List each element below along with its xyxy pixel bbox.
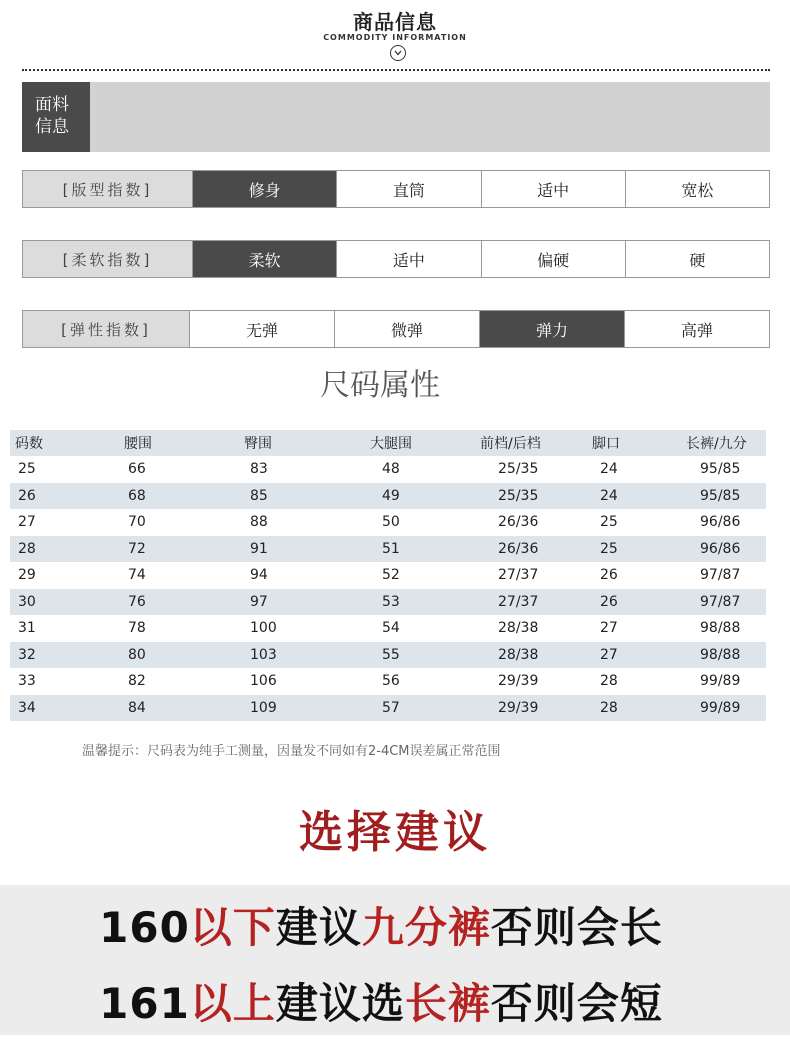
elasticity-option-2[interactable]: 微弹 [334,311,479,347]
cell-rise: 28/38 [498,620,539,637]
cell-leg-opening: 28 [600,673,618,690]
fit-option-1[interactable]: 修身 [192,171,336,207]
table-row [10,456,766,483]
cell-rise: 28/38 [498,646,539,663]
fit-option-3[interactable]: 适中 [481,171,625,207]
cell-length: 97/87 [700,567,741,584]
cell-rise: 25/35 [498,461,539,478]
cell-hip: 94 [250,567,268,584]
header-size: 码数 [15,436,43,452]
cell-size: 32 [18,646,36,663]
cell-size: 29 [18,567,36,584]
table-row [10,483,766,510]
cell-hip: 106 [250,673,277,690]
cell-length: 96/86 [700,514,741,531]
cell-length: 95/85 [700,461,741,478]
cell-leg-opening: 26 [600,567,618,584]
fit-option-4[interactable]: 宽松 [625,171,769,207]
cell-length: 96/86 [700,540,741,557]
cell-hip: 85 [250,487,268,504]
table-row [10,589,766,616]
softness-option-2[interactable]: 适中 [336,241,480,277]
cell-rise: 27/37 [498,593,539,610]
cell-waist: 68 [128,487,146,504]
elasticity-option-1[interactable]: 无弹 [189,311,334,347]
advice-2-range: 以上 [189,979,276,1028]
cell-leg-opening: 24 [600,487,618,504]
fit-index-label: [版型指数] [23,171,192,207]
fabric-info-label [22,82,90,152]
cell-leg-opening: 25 [600,514,618,531]
advice-line-2 [0,971,762,1031]
table-row [10,615,766,642]
cell-size: 26 [18,487,36,504]
softness-index-label: [柔软指数] [23,241,192,277]
cell-size: 27 [18,514,36,531]
suggestion-title: 选择建议 [299,807,491,858]
softness-option-3[interactable]: 偏硬 [481,241,625,277]
fabric-label-line2: 信息 [35,117,69,137]
cell-hip: 91 [250,540,268,557]
header-thigh: 大腿围 [370,436,412,452]
cell-waist: 80 [128,646,146,663]
cell-rise: 29/39 [498,673,539,690]
advice-1-suggest: 建议 [275,903,362,952]
softness-option-4[interactable]: 硬 [625,241,769,277]
table-row [10,668,766,695]
advice-2-height: 161 [99,979,190,1028]
size-section-title: 尺码属性 [320,368,440,403]
cell-rise: 26/36 [498,540,539,557]
cell-thigh: 52 [382,567,400,584]
cell-length: 98/88 [700,646,741,663]
size-table-body [10,456,766,721]
advice-box [0,885,790,1035]
header-leg-opening: 脚口 [592,436,620,452]
size-table-header [10,430,766,456]
softness-index-row [22,240,770,278]
size-table [10,430,766,721]
cell-hip: 100 [250,620,277,637]
page-subtitle: COMMODITY INFORMATION [323,33,467,42]
cell-length: 98/88 [700,620,741,637]
table-row [10,562,766,589]
cell-hip: 97 [250,593,268,610]
cell-waist: 74 [128,567,146,584]
cell-size: 28 [18,540,36,557]
elasticity-index-label: [弹性指数] [23,311,189,347]
cell-waist: 78 [128,620,146,637]
cell-thigh: 54 [382,620,400,637]
cell-length: 99/89 [700,699,741,716]
fit-option-2[interactable]: 直筒 [336,171,480,207]
header-rise: 前档/后档 [480,436,541,452]
cell-waist: 84 [128,699,146,716]
cell-waist: 82 [128,673,146,690]
advice-2-suggest: 建议选 [275,979,405,1028]
table-row [10,536,766,563]
elasticity-option-4[interactable]: 高弹 [624,311,769,347]
elasticity-index-row [22,310,770,348]
table-row [10,509,766,536]
fabric-label-line1: 面料 [35,95,69,115]
fit-index-row [22,170,770,208]
cell-hip: 83 [250,461,268,478]
cell-leg-opening: 25 [600,540,618,557]
cell-hip: 88 [250,514,268,531]
cell-size: 33 [18,673,36,690]
cell-leg-opening: 24 [600,461,618,478]
cell-size: 30 [18,593,36,610]
cell-waist: 76 [128,593,146,610]
cell-length: 99/89 [700,673,741,690]
cell-rise: 27/37 [498,567,539,584]
dotted-divider [22,69,770,71]
advice-line-1 [0,895,762,955]
cell-leg-opening: 27 [600,646,618,663]
cell-rise: 25/35 [498,487,539,504]
cell-thigh: 57 [382,699,400,716]
cell-length: 97/87 [700,593,741,610]
advice-1-style: 九分裤 [361,903,491,952]
cell-leg-opening: 27 [600,620,618,637]
cell-length: 95/85 [700,487,741,504]
cell-thigh: 56 [382,673,400,690]
cell-hip: 109 [250,699,277,716]
size-note: 温馨提示：尺码表为纯手工测量，因量发不同如有2-4CM误差属正常范围 [82,744,501,759]
table-row [10,695,766,722]
fabric-info-box [22,82,770,152]
header-length: 长裤/九分 [686,436,747,452]
cell-waist: 72 [128,540,146,557]
elasticity-option-3[interactable]: 弹力 [479,311,624,347]
cell-thigh: 48 [382,461,400,478]
cell-thigh: 53 [382,593,400,610]
advice-2-warning: 否则会短 [490,979,663,1028]
header-hip: 臀围 [244,436,272,452]
cell-thigh: 51 [382,540,400,557]
cell-size: 31 [18,620,36,637]
cell-rise: 26/36 [498,514,539,531]
cell-leg-opening: 28 [600,699,618,716]
cell-hip: 103 [250,646,277,663]
chevron-down-icon [390,45,406,61]
softness-option-1[interactable]: 柔软 [192,241,336,277]
advice-2-style: 长裤 [404,979,491,1028]
cell-waist: 70 [128,514,146,531]
cell-size: 25 [18,461,36,478]
cell-thigh: 50 [382,514,400,531]
page-title: 商品信息 [353,10,437,34]
cell-size: 34 [18,699,36,716]
cell-thigh: 49 [382,487,400,504]
cell-leg-opening: 26 [600,593,618,610]
advice-1-warning: 否则会长 [490,903,663,952]
header-waist: 腰围 [124,436,152,452]
table-row [10,642,766,669]
advice-1-height: 160 [99,903,190,952]
advice-1-range: 以下 [189,903,276,952]
cell-waist: 66 [128,461,146,478]
cell-rise: 29/39 [498,699,539,716]
cell-thigh: 55 [382,646,400,663]
